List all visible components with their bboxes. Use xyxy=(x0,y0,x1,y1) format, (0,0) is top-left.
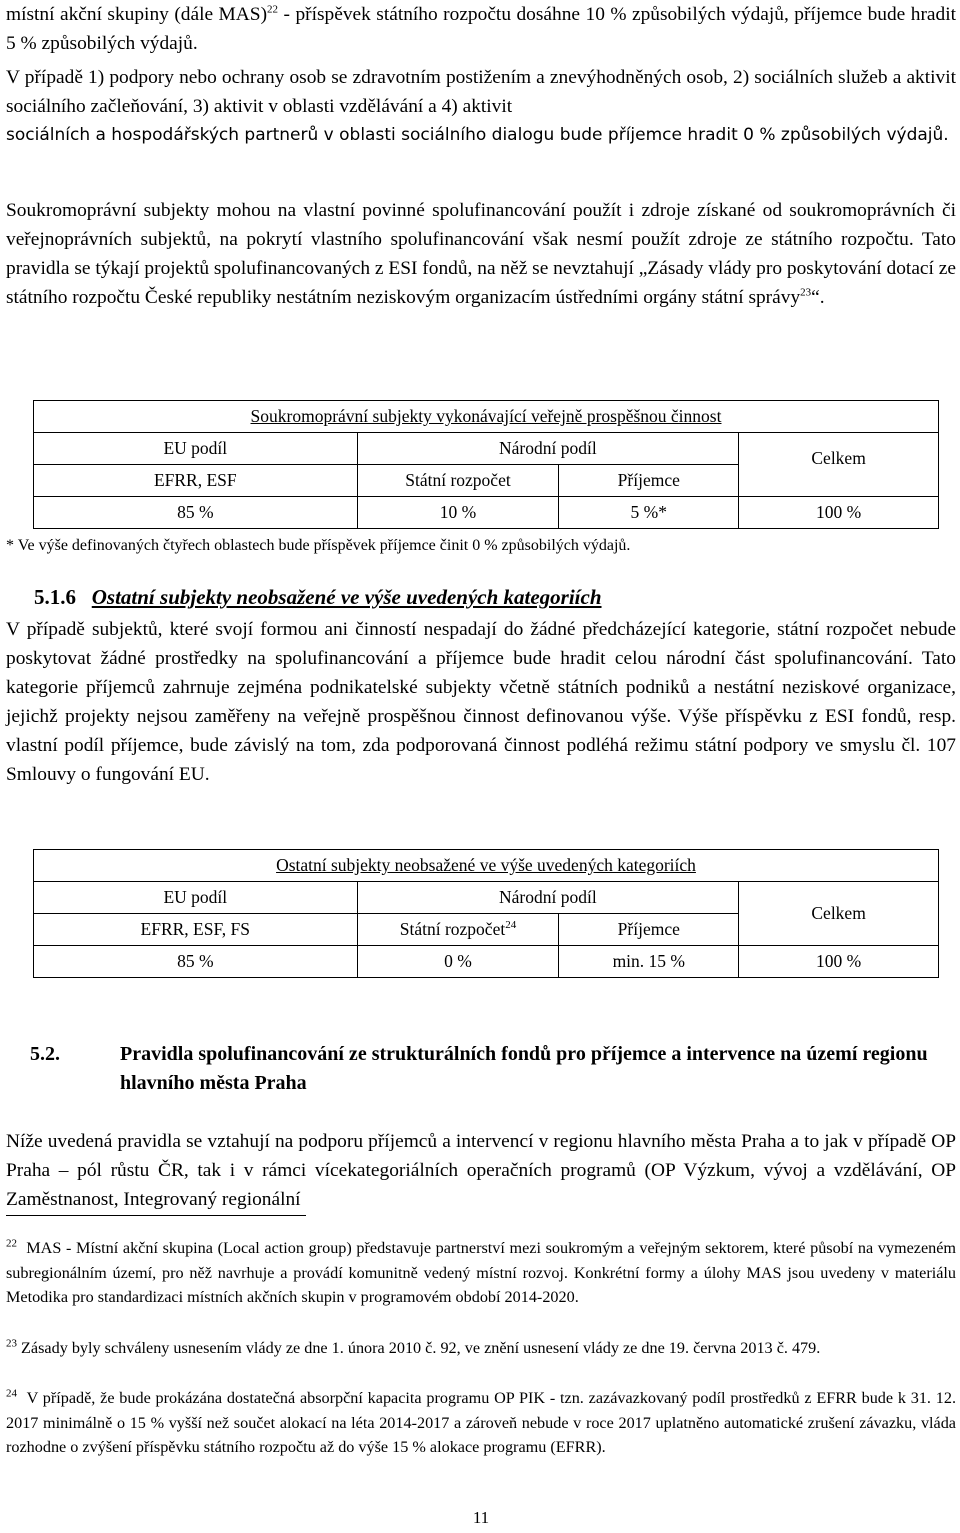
text: V případě 1) podpory nebo ochrany osob se zdravotním postižením a znevýhodněných osob, 2) sociálních služeb a aktivit sociálního začleňování, 3) aktivit v oblasti vzdělávání a 4) aktivit xyxy=(6,67,956,117)
header-recipient: Příjemce xyxy=(559,914,739,946)
cofinancing-table-other xyxy=(33,849,939,978)
header-funds: EFRR, ESF xyxy=(34,465,358,497)
page-number: 11 xyxy=(472,1508,490,1527)
text: Státní rozpočet xyxy=(399,919,506,939)
value-recipient: 5 %* xyxy=(559,497,739,529)
header-national: Národní podíl xyxy=(357,433,739,465)
header-total: Celkem xyxy=(739,433,939,497)
text: “. xyxy=(811,287,825,308)
value-recipient: min. 15 % xyxy=(559,946,739,978)
footnote-ref[interactable]: 24 xyxy=(505,919,517,932)
header-total: Celkem xyxy=(739,882,939,946)
table-note: * Ve výše definovaných čtyřech oblastech bude příspěvek příjemce činit 0 % způsobilých výdajů. xyxy=(6,537,631,554)
footnote-number: 23 xyxy=(6,1337,17,1350)
footnote-24 xyxy=(6,1386,956,1460)
footnote-22 xyxy=(6,1236,956,1310)
footnote-number: 22 xyxy=(6,1237,17,1250)
value-total: 100 % xyxy=(739,497,939,529)
section-heading-516 xyxy=(34,585,602,610)
text: Soukromoprávní subjekty mohou na vlastní povinné spolufinancování použít i zdroje získané od soukromoprávních či veřejnoprávních subjektů, na pokrytí vlastního spolufinancování však nesmí použít zdroje ze státního rozpočtu. Tato pravidla se týkají projektů spolufinancovaných z ESI fondů, na něž se nevztahují „Zásady vlády pro poskytování dotací ze státního rozpočtu České republiky nestátním neziskovým organizacím ústředními orgány státní správy xyxy=(6,200,956,308)
value-state: 0 % xyxy=(357,946,559,978)
footnote-text: Zásady byly schváleny usnesením vlády ze dne 1. února 2010 č. 92, ve znění usnesení vlády ze dne 19. června 2013 č. 479. xyxy=(21,1339,821,1357)
header-recipient: Příjemce xyxy=(559,465,739,497)
cofinancing-table-private xyxy=(33,400,939,529)
value-state: 10 % xyxy=(357,497,559,529)
section-number: 5.1.6 xyxy=(34,585,76,609)
footnote-ref[interactable]: 22 xyxy=(267,3,279,16)
paragraph-mas xyxy=(6,0,956,58)
section-title: Pravidla spolufinancování ze strukturálních fondů pro příjemce a intervence na území regionu hlavního města Praha xyxy=(120,1043,928,1094)
footnote-number: 24 xyxy=(6,1387,17,1400)
text: místní akční skupiny (dále MAS) xyxy=(6,4,268,25)
paragraph-private-entities xyxy=(6,196,956,312)
text: Níže uvedená pravidla se vztahují na podporu příjemců a intervencí v regionu hlavního města Praha a to jak v případě OP Praha – pól růstu ČR, tak i v rámci vícekategoriálních operačních programů (OP Výzkum, vývoj a vzdělávání, OP Zaměstnanost, Integrovaný regionální xyxy=(6,1131,956,1210)
header-state-budget xyxy=(357,914,559,946)
footnote-text: V případě, že bude prokázána dostatečná absorpční kapacita programu OP PIK - tzn. zazávazkovaný podíl prostředků z EFRR bude k 31. 12. 2017 minimálně o 15 % vyšší než součet alokací na léta 2014-2017 a zároveň nebude v roce 2017 uplatněno automatické zrušení závazku, vláda rozhodne o zvýšení příspěvku státního rozpočtu až do výše 15 % alokace programu (EFRR). xyxy=(6,1389,957,1456)
value-total: 100 % xyxy=(739,946,939,978)
table-title: Ostatní subjekty neobsažené ve výše uvedených kategoriích xyxy=(34,850,939,882)
header-funds: EFRR, ESF, FS xyxy=(34,914,358,946)
section-title: Ostatní subjekty neobsažené ve výše uvedených kategoriích xyxy=(91,585,602,609)
text: V případě subjektů, které svojí formou ani činností nespadají do žádné předcházející kategorie, státní rozpočet nebude poskytovat žádné prostředky na spolufinancování a příjemce bude hradit celou národní část spolufinancování. Tato kategorie příjemců zahrnuje zejména podnikatelské subjekty včetně státních podniků a nestátní neziskové organizace, jejichž projekty nejsou zaměřeny na veřejně prospěšnou činnost definovanou výše. Výše příspěvku z ESI fondů, resp. vlastní podíl příjemce, bude závislý na tom, zda podporovaná činnost podléhá režimu státní podpory ve smyslu čl. 107 Smlouvy o fungování EU. xyxy=(6,619,956,785)
footnote-ref[interactable]: 23 xyxy=(800,286,812,299)
paragraph-prague-rules xyxy=(6,1127,956,1214)
header-state-budget: Státní rozpočet xyxy=(357,465,559,497)
header-eu: EU podíl xyxy=(34,882,358,914)
text: sociálních a hospodářských partnerů v oblasti sociálního dialogu bude příjemce hradit 0 % způsobilých výdajů. xyxy=(6,125,949,145)
value-eu: 85 % xyxy=(34,497,358,529)
section-number: 5.2. xyxy=(30,1043,60,1065)
header-national: Národní podíl xyxy=(357,882,739,914)
paragraph-zero-percent xyxy=(6,63,956,150)
header-eu: EU podíl xyxy=(34,433,358,465)
table-title: Soukromoprávní subjekty vykonávající veřejně prospěšnou činnost xyxy=(34,401,939,433)
footnote-23 xyxy=(6,1336,956,1361)
value-eu: 85 % xyxy=(34,946,358,978)
text: - příspěvek státního rozpočtu dosáhne 10 % způsobilých výdajů, příjemce bude hradit 5 % způsobilých výdajů. xyxy=(6,4,956,54)
footnote-text: MAS - Místní akční skupina (Local action group) představuje partnerství mezi soukromým a veřejným sektorem, které působí na vymezeném subregionálním území, pro něž navrhuje a provádí komunitně vedený místní rozvoj. Konkrétní formy a úlohy MAS jsou uvedeny v materiálu Metodika pro standardizaci místních akčních skupin v programovém období 2014-2020. xyxy=(6,1239,957,1306)
footnote-divider xyxy=(6,1215,306,1216)
paragraph-other-entities xyxy=(6,615,956,789)
